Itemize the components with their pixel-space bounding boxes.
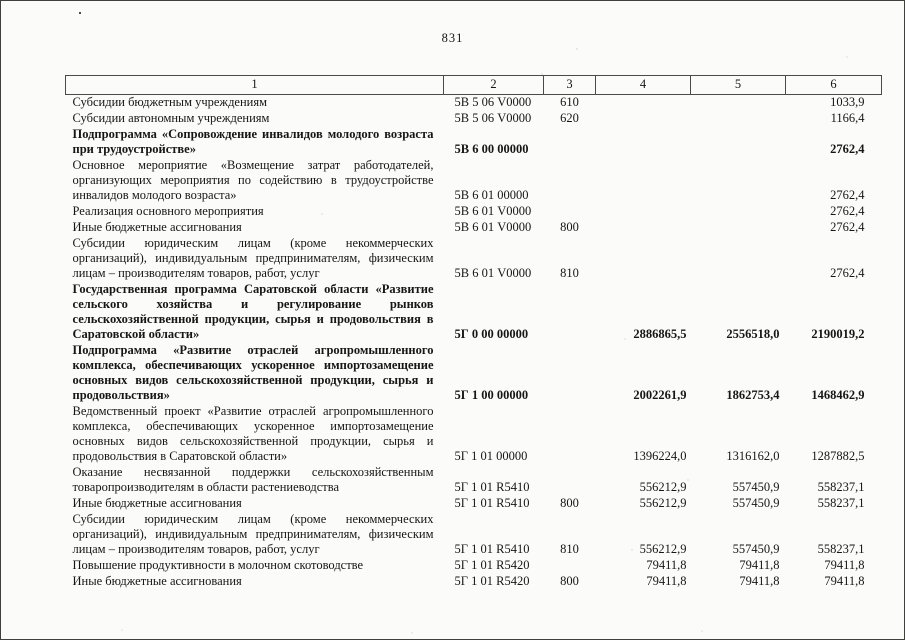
table-row: [66, 111, 882, 127]
column-header-1: 1: [66, 76, 444, 95]
row-amount-col4-cell: [596, 204, 691, 220]
table-row: [66, 404, 882, 465]
row-group-cell: 800: [560, 496, 579, 510]
row-amount-col6-cell: 79411,8: [824, 558, 865, 572]
row-amount-col5-cell: [691, 111, 786, 127]
row-name-cell: Государственная программа Саратовской области «Развитие сельского хозяйства и регулирование рынков сельскохозяйственной продукции, сырья и продовольствия в Саратовской области»: [72, 282, 434, 341]
row-amount-col4-cell: 2886865,5: [633, 327, 687, 341]
table-row: [66, 282, 882, 343]
row-amount-col6-cell: 2762,4: [830, 142, 865, 156]
row-amount-col4-cell: [596, 220, 691, 236]
row-group-cell: 810: [560, 542, 579, 556]
row-name-cell: Иные бюджетные ассигнования: [72, 496, 242, 510]
row-amount-col6-cell: 558237,1: [817, 480, 865, 494]
row-amount-col6-cell: 1166,4: [830, 111, 865, 125]
column-header-2: 2: [444, 76, 544, 95]
table-body: [66, 95, 882, 591]
scan-noise: [1, 1, 3, 3]
row-amount-col6-cell: 2762,4: [830, 204, 865, 218]
row-amount-col6-cell: 558237,1: [817, 542, 865, 556]
row-amount-col6-cell: 1468462,9: [811, 388, 865, 402]
row-amount-col5-cell: 1862753,4: [726, 388, 780, 402]
row-name-cell: Субсидии автономным учреждениям: [72, 111, 270, 125]
row-amount-col5-cell: [691, 127, 786, 158]
row-amount-col4-cell: [596, 158, 691, 204]
table-row: [66, 558, 882, 574]
row-amount-col6-cell: 79411,8: [824, 574, 865, 588]
row-amount-col5-cell: [691, 220, 786, 236]
row-code-cell: 5В 6 01 V0000: [454, 220, 532, 234]
column-header-3: 3: [544, 76, 596, 95]
row-name-cell: Субсидии юридическим лицам (кроме некоммерческих организаций), индивидуальным предпринимателям, физическим лицам – производителям товаров, работ, услуг: [72, 512, 434, 556]
row-code-cell: 5Г 1 01 00000: [454, 449, 528, 463]
row-group-cell: [544, 343, 596, 404]
row-amount-col5-cell: 1316162,0: [726, 449, 780, 463]
row-amount-col5-cell: 557450,9: [732, 480, 780, 494]
row-code-cell: 5Г 1 01 R5410: [454, 496, 530, 510]
row-code-cell: 5В 5 06 V0000: [454, 111, 532, 125]
row-name-cell: Иные бюджетные ассигнования: [72, 220, 242, 234]
row-amount-col5-cell: [691, 95, 786, 112]
table-row: [66, 204, 882, 220]
table-row: [66, 95, 882, 112]
row-group-cell: [544, 558, 596, 574]
row-amount-col4-cell: 79411,8: [646, 574, 687, 588]
row-group-cell: 810: [560, 266, 579, 280]
row-amount-col6-cell: 2190019,2: [811, 327, 865, 341]
row-code-cell: 5В 6 00 00000: [454, 142, 529, 156]
row-amount-col5-cell: 2556518,0: [726, 327, 780, 341]
row-amount-col5-cell: [691, 236, 786, 282]
row-code-cell: 5Г 1 01 R5420: [454, 558, 530, 572]
table-row: [66, 512, 882, 558]
row-amount-col4-cell: 556212,9: [639, 496, 687, 510]
row-amount-col5-cell: 79411,8: [739, 574, 780, 588]
row-amount-col6-cell: 2762,4: [830, 266, 865, 280]
table-row: [66, 496, 882, 512]
table-row: [66, 465, 882, 496]
row-code-cell: 5В 6 01 00000: [454, 188, 529, 202]
column-header-5: 5: [691, 76, 786, 95]
row-name-cell: Оказание несвязанной поддержки сельскохозяйственным товаропроизводителям в области растениеводства: [72, 465, 434, 494]
row-code-cell: 5Г 1 01 R5420: [454, 574, 530, 588]
column-header-4: 4: [596, 76, 691, 95]
table-row: [66, 127, 882, 158]
table-row: [66, 343, 882, 404]
row-amount-col4-cell: [596, 95, 691, 112]
row-group-cell: [544, 127, 596, 158]
row-name-cell: Субсидии бюджетным учреждениям: [72, 95, 268, 109]
row-amount-col4-cell: 79411,8: [646, 558, 687, 572]
row-code-cell: 5Г 1 00 00000: [454, 388, 529, 402]
row-group-cell: [544, 158, 596, 204]
table-row: [66, 220, 882, 236]
column-header-6: 6: [786, 76, 882, 95]
row-amount-col5-cell: 557450,9: [732, 496, 780, 510]
row-name-cell: Субсидии юридическим лицам (кроме некоммерческих организаций), индивидуальным предпринимателям, физическим лицам – производителям товаров, работ, услуг: [72, 236, 434, 280]
row-code-cell: 5В 5 06 V0000: [454, 95, 532, 109]
row-group-cell: [544, 404, 596, 465]
row-name-cell: Повышение продуктивности в молочном скотоводстве: [72, 558, 364, 572]
row-name-cell: Реализация основного мероприятия: [72, 204, 264, 218]
row-code-cell: 5Г 0 00 00000: [454, 327, 529, 341]
row-code-cell: 5В 6 01 V0000: [454, 266, 532, 280]
row-amount-col4-cell: 556212,9: [639, 542, 687, 556]
row-amount-col6-cell: 2762,4: [830, 188, 865, 202]
row-amount-col6-cell: 2762,4: [830, 220, 865, 234]
table-row: [66, 574, 882, 590]
row-group-cell: [544, 204, 596, 220]
table-row: [66, 236, 882, 282]
row-amount-col4-cell: 2002261,9: [633, 388, 687, 402]
row-amount-col4-cell: [596, 236, 691, 282]
row-group-cell: [544, 465, 596, 496]
row-code-cell: 5Г 1 01 R5410: [454, 542, 530, 556]
row-group-cell: 800: [560, 220, 579, 234]
row-name-cell: Подпрограмма «Сопровождение инвалидов молодого возраста при трудоустройстве»: [72, 127, 434, 156]
row-amount-col6-cell: 558237,1: [817, 496, 865, 510]
row-amount-col5-cell: [691, 158, 786, 204]
row-group-cell: 610: [560, 95, 579, 109]
row-name-cell: Подпрограмма «Развитие отраслей агропромышленного комплекса, обеспечивающих ускоренное импортозамещение основных видов сельскохозяйственной продукции, сырья и продовольствия»: [72, 343, 434, 402]
page-number: 831: [441, 31, 464, 45]
row-amount-col4-cell: 1396224,0: [633, 449, 687, 463]
row-amount-col6-cell: 1033,9: [830, 95, 865, 109]
table-row: [66, 158, 882, 204]
row-name-cell: Основное мероприятие «Возмещение затрат работодателей, организующих мероприятия по содействию в трудоустройстве инвалидов молодого возраста»: [72, 158, 434, 202]
row-amount-col4-cell: [596, 127, 691, 158]
table-header-row: [66, 76, 882, 95]
row-group-cell: [544, 282, 596, 343]
budget-table: [65, 75, 882, 590]
row-amount-col4-cell: 556212,9: [639, 480, 687, 494]
row-amount-col6-cell: 1287882,5: [811, 449, 865, 463]
row-amount-col5-cell: [691, 204, 786, 220]
table-header: [66, 76, 882, 95]
row-code-cell: 5В 6 01 V0000: [454, 204, 532, 218]
row-name-cell: Ведомственный проект «Развитие отраслей агропромышленного комплекса, обеспечивающих ускоренное импортозамещение основных видов сельскохозяйственной продукции, сырья и продовольствия в Саратовской области»: [72, 404, 434, 463]
row-code-cell: 5Г 1 01 R5410: [454, 480, 530, 494]
row-amount-col5-cell: 557450,9: [732, 542, 780, 556]
row-group-cell: 800: [560, 574, 579, 588]
row-name-cell: Иные бюджетные ассигнования: [72, 574, 242, 588]
row-amount-col4-cell: [596, 111, 691, 127]
row-group-cell: 620: [560, 111, 579, 125]
row-amount-col5-cell: 79411,8: [739, 558, 780, 572]
